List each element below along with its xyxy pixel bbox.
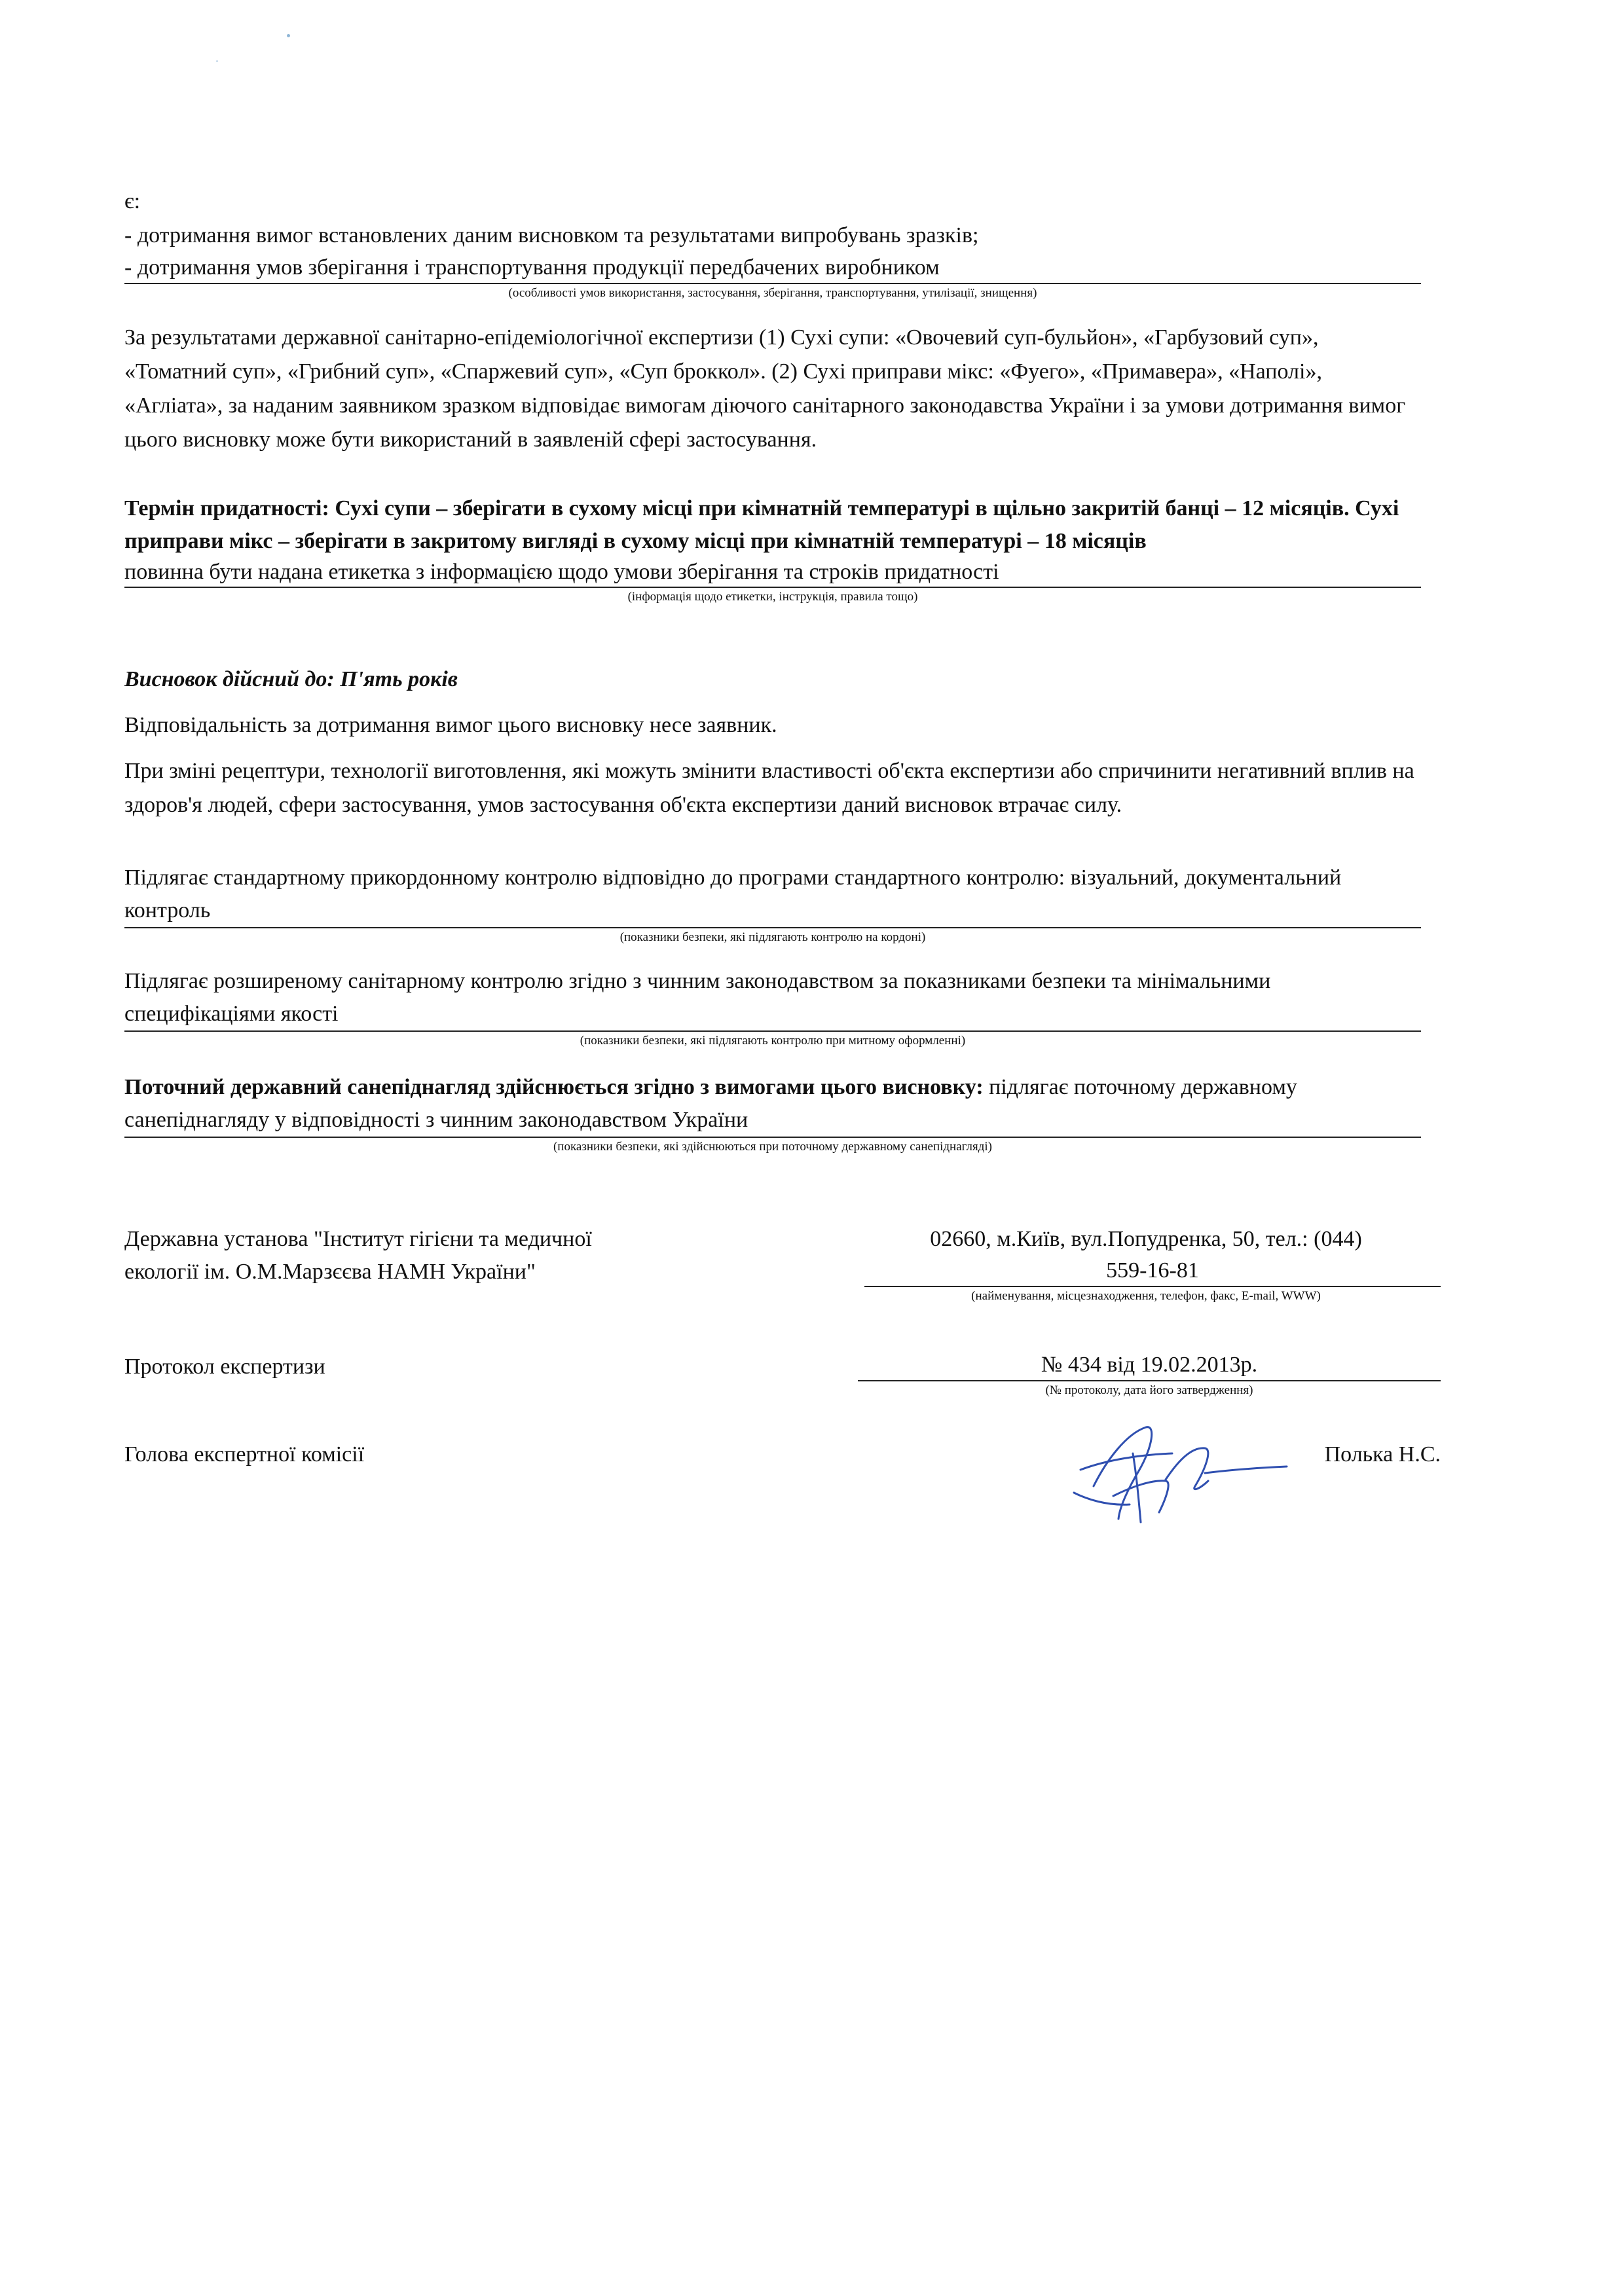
conditions-item-2: - дотримання умов зберігання і транспортування продукції передбачених виробником	[124, 253, 1421, 284]
validity-line	[124, 663, 1421, 697]
results-paragraph: За результатами державної санітарно-епідеміологічної експертизи (1) Сухі супи: «Овочевий суп-бульйон», «Гарбузовий суп», «Томатний суп», «Грибний суп», «Спаржевий суп», «Суп броккол». (2) Сухі приправи мікс: «Фуего», «Примавера», «Наполі», «Агліата», за наданим заявником зразком відповідає вимогам діючого санітарного законодавства України і за умови дотримання вимог цього висновку може бути використаний в заявленій сфері застосування.	[124, 325, 1406, 452]
customs-control-text: Підлягає розширеному санітарному контролю згідно з чинним законодавством за показниками безпеки та мінімальними специфікаціями якості	[124, 965, 1421, 1032]
protocol-note: (№ протоколу, дата його затвердження)	[1045, 1383, 1253, 1397]
institution-name	[124, 1223, 779, 1288]
conditions-section	[124, 185, 1421, 301]
supervision-text: підлягає поточному державному санепіднагляду у відповідності з чинним законодавством України	[124, 1075, 1297, 1132]
responsibility-text: Відповідальність за дотримання вимог цього висновку несе заявник.	[124, 713, 777, 737]
validity-label: Висновок дійсний до:	[124, 667, 335, 691]
protocol-label: Протокол експертизи	[124, 1355, 325, 1379]
head-label: Голова експертної комісії	[124, 1442, 365, 1467]
scan-speck	[216, 60, 218, 62]
shelf-life-section	[124, 492, 1421, 605]
institution-name-line-2: екології ім. О.М.Марзєєва НАМН України"	[124, 1260, 536, 1284]
label-requirement: повинна бути надана етикетка з інформацією щодо умови зберігання та строків придатності	[124, 558, 1421, 588]
validity-value: П'ять років	[340, 667, 458, 691]
institution-note: (найменування, місцезнаходження, телефон, факс, E-mail, WWW)	[971, 1289, 1321, 1303]
border-control-section	[124, 862, 1421, 945]
conditions-label: є:	[124, 189, 141, 213]
scan-speck	[287, 34, 290, 37]
conditions-note: (особливості умов використання, застосування, зберігання, транспортування, утилізації, знищення)	[508, 286, 1037, 300]
shelf-life-label: Термін придатності:	[124, 496, 329, 520]
protocol-block	[858, 1350, 1441, 1398]
supervision-paragraph	[124, 1071, 1421, 1138]
institution-name-line-1: Державна установа "Інститут гігієни та медичної	[124, 1227, 592, 1251]
shelf-life-paragraph	[124, 492, 1421, 558]
institution-address-line-2: 559-16-81	[864, 1256, 1441, 1287]
supervision-label: Поточний державний санепіднагляд здійснюється згідно з вимогами цього висновку:	[124, 1075, 984, 1099]
supervision-note: (показники безпеки, які здійснюються при поточному державному санепіднагляді)	[553, 1140, 992, 1154]
conditions-item-1: - дотримання вимог встановлених даним висновком та результатами випробувань зразків;	[124, 223, 979, 247]
loss-of-force-paragraph: При зміні рецептури, технології виготовлення, які можуть змінити властивості об'єкта експертизи або спричинити негативний вплив на здоров'я людей, сфери застосування, умов застосування об'єкта експертизи даний висновок втрачає силу.	[124, 759, 1414, 817]
institution-address	[851, 1223, 1441, 1304]
supervision-section	[124, 1071, 1421, 1155]
customs-control-note: (показники безпеки, які підлягають контролю при митному оформленні)	[580, 1034, 966, 1048]
protocol-value: № 434 від 19.02.2013р.	[858, 1350, 1441, 1381]
border-control-text: Підлягає стандартному прикордонному контролю відповідно до програми стандартного контролю: візуальний, документальний контроль	[124, 862, 1421, 928]
institution-address-line-1: 02660, м.Київ, вул.Попудренка, 50, тел.: (044)	[930, 1227, 1362, 1251]
customs-control-section	[124, 965, 1421, 1049]
border-control-note: (показники безпеки, які підлягають контролю на кордоні)	[619, 930, 926, 944]
head-name: Полька Н.С.	[1324, 1442, 1441, 1467]
label-requirement-note: (інформація щодо етикетки, інструкція, правила тощо)	[627, 590, 918, 604]
shelf-life-text: Сухі супи – зберігати в сухому місці при кімнатній температурі в щільно закритій банці – 12 місяців. Сухі приправи мікс – зберігати в закритому вигляді в сухому місці при кімнатній температурі – 18 місяців	[124, 496, 1399, 553]
